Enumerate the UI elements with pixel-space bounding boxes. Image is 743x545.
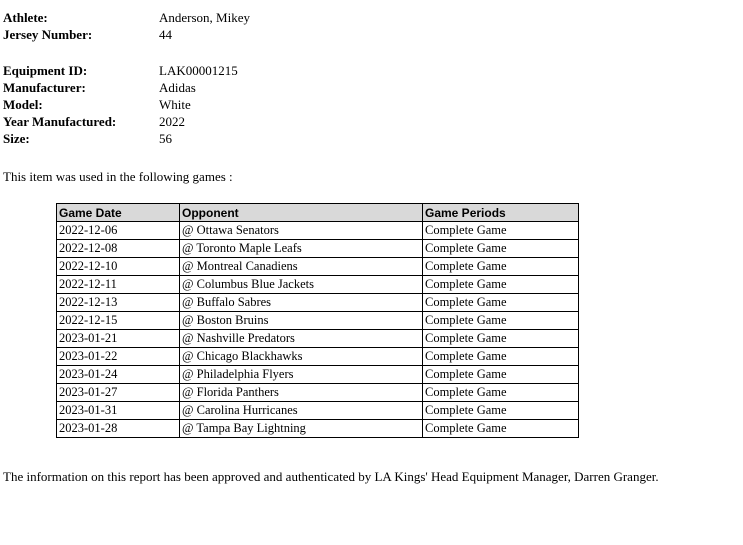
table-row: [57, 276, 579, 294]
athlete-value: Anderson, Mikey: [159, 10, 250, 25]
game-date-cell: 2022-12-15: [57, 312, 180, 330]
table-row: [57, 366, 579, 384]
game-date-cell: 2023-01-28: [57, 420, 180, 438]
table-row: [57, 420, 579, 438]
equipment-id-row: [3, 62, 603, 79]
game-periods-cell: Complete Game: [423, 420, 579, 438]
jersey-row: [3, 26, 603, 43]
size-row: [3, 130, 603, 147]
model-label: Model:: [3, 97, 43, 112]
authentication-note: The information on this report has been approved and authenticated by LA Kings' Head Equipment Manager, Darren Granger.: [3, 469, 659, 484]
jersey-label: Jersey Number:: [3, 27, 93, 42]
game-periods-cell: Complete Game: [423, 402, 579, 420]
jersey-value: 44: [159, 27, 172, 42]
game-date-cell: 2023-01-21: [57, 330, 180, 348]
intro-text: This item was used in the following games :: [3, 169, 233, 184]
athlete-row: [3, 9, 603, 26]
header-game-date: Game Date: [57, 204, 180, 222]
game-date-cell: 2023-01-31: [57, 402, 180, 420]
size-value: 56: [159, 131, 172, 146]
game-periods-cell: Complete Game: [423, 294, 579, 312]
game-periods-cell: Complete Game: [423, 348, 579, 366]
equipment-id-value: LAK00001215: [159, 63, 238, 78]
opponent-cell: @ Chicago Blackhawks: [180, 348, 423, 366]
table-header-row: [57, 204, 579, 222]
game-date-cell: 2022-12-10: [57, 258, 180, 276]
table-row: [57, 240, 579, 258]
model-row: [3, 96, 603, 113]
table-row: [57, 258, 579, 276]
game-date-cell: 2023-01-24: [57, 366, 180, 384]
game-periods-cell: Complete Game: [423, 312, 579, 330]
opponent-cell: @ Philadelphia Flyers: [180, 366, 423, 384]
table-row: [57, 312, 579, 330]
table-row: [57, 294, 579, 312]
game-date-cell: 2023-01-27: [57, 384, 180, 402]
table-row: [57, 348, 579, 366]
opponent-cell: @ Nashville Predators: [180, 330, 423, 348]
athlete-label: Athlete:: [3, 10, 48, 25]
opponent-cell: @ Toronto Maple Leafs: [180, 240, 423, 258]
opponent-cell: @ Buffalo Sabres: [180, 294, 423, 312]
game-date-cell: 2022-12-08: [57, 240, 180, 258]
game-periods-cell: Complete Game: [423, 240, 579, 258]
opponent-cell: @ Columbus Blue Jackets: [180, 276, 423, 294]
year-value: 2022: [159, 114, 185, 129]
year-label: Year Manufactured:: [3, 114, 117, 129]
table-row: [57, 330, 579, 348]
header-game-periods: Game Periods: [423, 204, 579, 222]
opponent-cell: @ Montreal Canadiens: [180, 258, 423, 276]
game-date-cell: 2022-12-11: [57, 276, 180, 294]
games-table: [56, 203, 579, 438]
game-date-cell: 2023-01-22: [57, 348, 180, 366]
size-label: Size:: [3, 131, 30, 146]
header-opponent: Opponent: [180, 204, 423, 222]
model-value: White: [159, 97, 191, 112]
game-periods-cell: Complete Game: [423, 258, 579, 276]
table-row: [57, 384, 579, 402]
year-row: [3, 113, 603, 130]
opponent-cell: @ Ottawa Senators: [180, 222, 423, 240]
opponent-cell: @ Tampa Bay Lightning: [180, 420, 423, 438]
table-row: [57, 402, 579, 420]
athlete-info: [3, 9, 603, 147]
opponent-cell: @ Carolina Hurricanes: [180, 402, 423, 420]
game-periods-cell: Complete Game: [423, 384, 579, 402]
manufacturer-label: Manufacturer:: [3, 80, 86, 95]
table-row: [57, 222, 579, 240]
game-periods-cell: Complete Game: [423, 276, 579, 294]
game-date-cell: 2022-12-13: [57, 294, 180, 312]
manufacturer-value: Adidas: [159, 80, 196, 95]
game-periods-cell: Complete Game: [423, 366, 579, 384]
game-periods-cell: Complete Game: [423, 222, 579, 240]
opponent-cell: @ Florida Panthers: [180, 384, 423, 402]
equipment-id-label: Equipment ID:: [3, 63, 88, 78]
opponent-cell: @ Boston Bruins: [180, 312, 423, 330]
game-date-cell: 2022-12-06: [57, 222, 180, 240]
manufacturer-row: [3, 79, 603, 96]
game-periods-cell: Complete Game: [423, 330, 579, 348]
